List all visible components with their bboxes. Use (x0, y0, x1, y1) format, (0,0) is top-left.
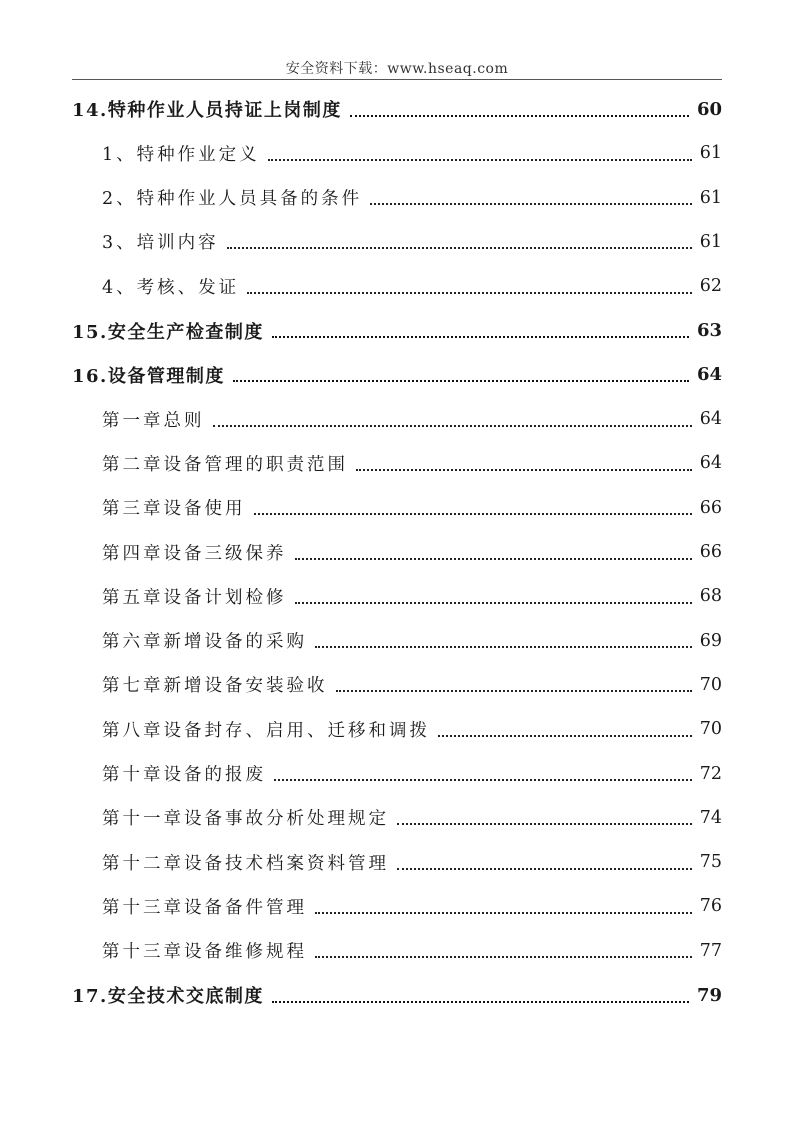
header-divider (72, 79, 722, 80)
toc-subsection-entry[interactable] (102, 269, 722, 303)
toc-entry-title: 第一章总则 (102, 410, 205, 431)
toc-dot-leader (315, 955, 692, 958)
toc-dot-leader (254, 512, 692, 515)
toc-subsection-entry[interactable] (102, 402, 722, 436)
toc-dot-leader (370, 202, 692, 205)
toc-section-entry[interactable] (72, 358, 722, 392)
toc-dot-leader (356, 468, 692, 471)
toc-dot-leader (213, 424, 692, 427)
toc-dot-leader (315, 645, 692, 648)
toc-entry-title: 第五章设备计划检修 (102, 587, 287, 608)
toc-page-number: 76 (699, 896, 722, 917)
toc-subsection-entry[interactable] (102, 801, 722, 835)
toc-dot-leader (350, 114, 689, 117)
toc-dot-leader (233, 379, 689, 382)
toc-entry-title: 1、特种作业定义 (102, 144, 260, 165)
toc-dot-leader (272, 335, 689, 338)
toc-subsection-entry[interactable] (102, 136, 722, 170)
toc-section-entry[interactable] (72, 314, 722, 348)
toc-entry-title: 第十三章设备备件管理 (102, 897, 307, 918)
toc-entry-title: 第十三章设备维修规程 (102, 942, 307, 963)
toc-dot-leader (227, 246, 692, 249)
toc-dot-leader (295, 601, 692, 604)
toc-page-number: 68 (699, 586, 722, 607)
toc-page-number: 66 (699, 542, 722, 562)
toc-page-number: 61 (699, 187, 722, 208)
toc-subsection-entry[interactable] (102, 845, 722, 879)
toc-page-number: 79 (696, 984, 722, 1006)
toc-subsection-entry[interactable] (102, 181, 722, 215)
toc-dot-leader (272, 1000, 689, 1003)
toc-page-number: 69 (699, 630, 722, 651)
toc-entry-title: 17.安全技术交底制度 (72, 986, 264, 1007)
page-header: 安全资料下载：www.hseaq.com (285, 61, 509, 77)
toc-dot-leader (295, 557, 692, 560)
toc-subsection-entry[interactable] (102, 624, 722, 658)
toc-page-number: 63 (696, 320, 722, 341)
toc-entry-title: 第六章新增设备的采购 (102, 632, 307, 653)
toc-page-number: 64 (699, 409, 722, 430)
toc-page-number: 64 (699, 453, 722, 474)
toc-entry-title: 第八章设备封存、启用、迁移和调拨 (102, 720, 430, 741)
toc-dot-leader (274, 778, 692, 781)
toc-entry-title: 第三章设备使用 (102, 499, 246, 520)
toc-subsection-entry[interactable] (102, 712, 722, 746)
toc-subsection-entry[interactable] (102, 934, 722, 968)
toc-entry-title: 第十一章设备事故分析处理规定 (102, 809, 389, 830)
toc-dot-leader (315, 911, 692, 914)
toc-entry-title: 3、培训内容 (102, 233, 219, 254)
toc-page-number: 60 (696, 98, 722, 120)
toc-section-entry[interactable] (72, 92, 722, 126)
toc-dot-leader (438, 734, 692, 737)
toc-subsection-entry[interactable] (102, 668, 722, 702)
toc-page-number: 66 (699, 497, 722, 518)
toc-subsection-entry[interactable] (102, 535, 722, 569)
toc-entry-title: 第四章设备三级保养 (102, 543, 287, 564)
toc-dot-leader (397, 822, 692, 825)
toc-entry-title: 14.特种作业人员持证上岗制度 (72, 100, 342, 121)
toc-subsection-entry[interactable] (102, 446, 722, 480)
toc-entry-title: 4、考核、发证 (102, 277, 240, 298)
toc-page-number: 61 (699, 231, 722, 252)
toc-page-number: 64 (696, 364, 722, 386)
toc-subsection-entry[interactable] (102, 225, 722, 259)
toc-subsection-entry[interactable] (102, 579, 722, 613)
toc-page-number: 72 (699, 763, 722, 784)
toc-section-entry[interactable] (72, 978, 722, 1012)
toc-subsection-entry[interactable] (102, 757, 722, 791)
toc-entry-title: 第二章设备管理的职责范围 (102, 454, 348, 475)
toc-page-number: 62 (699, 276, 722, 297)
toc-entry-title: 第七章新增设备安装验收 (102, 676, 328, 697)
toc-page-number: 70 (699, 674, 722, 695)
toc-entry-title: 15.安全生产检查制度 (72, 321, 264, 343)
toc-subsection-entry[interactable] (102, 491, 722, 525)
toc-page-number: 75 (699, 852, 722, 873)
toc-page-number: 70 (699, 719, 722, 740)
toc-entry-title: 第十章设备的报废 (102, 765, 266, 785)
toc-dot-leader (336, 689, 692, 692)
toc-page-number: 77 (699, 940, 722, 961)
toc-dot-leader (397, 867, 692, 870)
toc-dot-leader (247, 291, 692, 294)
toc-subsection-entry[interactable] (102, 889, 722, 923)
toc-page-number: 74 (699, 807, 722, 828)
toc-page-number: 61 (699, 143, 722, 164)
toc-entry-title: 2、特种作业人员具备的条件 (102, 189, 363, 210)
toc-dot-leader (268, 158, 692, 161)
toc-entry-title: 第十二章设备技术档案资料管理 (102, 853, 389, 874)
toc-entry-title: 16.设备管理制度 (72, 365, 225, 387)
